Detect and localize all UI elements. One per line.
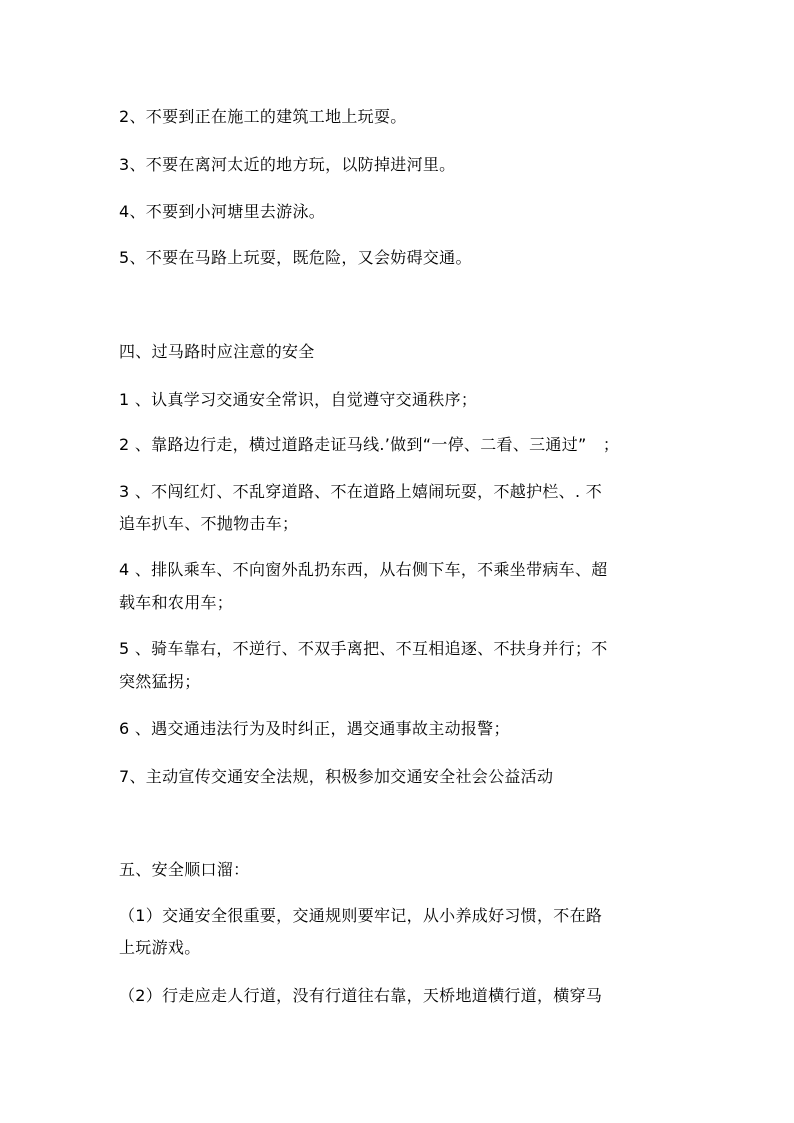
list-item: 6 、遇交通违法行为及时纠正，遇交通事故主动报警； bbox=[119, 719, 510, 738]
list-item: 2 、靠路边行走，横过道路走证马线.’做到“一停、二看、三通过” ； bbox=[119, 435, 620, 454]
list-item-continuation: 载车和农用车； bbox=[119, 593, 234, 612]
list-item: （1）交通安全很重要，交通规则要牢记，从小养成好习惯，不在路 bbox=[119, 906, 603, 925]
list-item-continuation: 突然猛拐； bbox=[119, 672, 201, 691]
list-item: 7、主动宣传交通安全法规，积极参加交通安全社会公益活动 bbox=[119, 767, 554, 786]
list-item: 5 、骑车靠右，不逆行、不双手离把、不互相追逐、不扶身并行；不 bbox=[119, 639, 608, 658]
list-item: （2）行走应走人行道，没有行道往右靠，天桥地道横行道，横穿马 bbox=[119, 986, 603, 1005]
list-item-continuation: 追车扒车、不抛物击车； bbox=[119, 514, 299, 533]
list-item: 3 、不闯红灯、不乱穿道路、不在道路上嬉闹玩耍，不越护栏、. 不 bbox=[119, 482, 603, 501]
list-item: 5、不要在马路上玩耍，既危险，又会妨碍交通。 bbox=[119, 248, 472, 267]
list-item: 4 、排队乘车、不向窗外乱扔东西，从右侧下车，不乘坐带病车、超 bbox=[119, 560, 608, 579]
list-item: 3、不要在离河太近的地方玩，以防掉进河里。 bbox=[119, 155, 456, 174]
list-item: 4、不要到小河塘里去游泳。 bbox=[119, 202, 326, 221]
list-item: 2、不要到正在施工的建筑工地上玩耍。 bbox=[119, 107, 407, 126]
list-item-continuation: 上玩游戏。 bbox=[119, 938, 201, 957]
section-heading: 四、过马路时应注意的安全 bbox=[119, 342, 315, 361]
list-item: 1 、认真学习交通安全常识，自觉遵守交通秩序； bbox=[119, 390, 478, 409]
section-heading: 五、安全顺口溜： bbox=[119, 860, 250, 879]
